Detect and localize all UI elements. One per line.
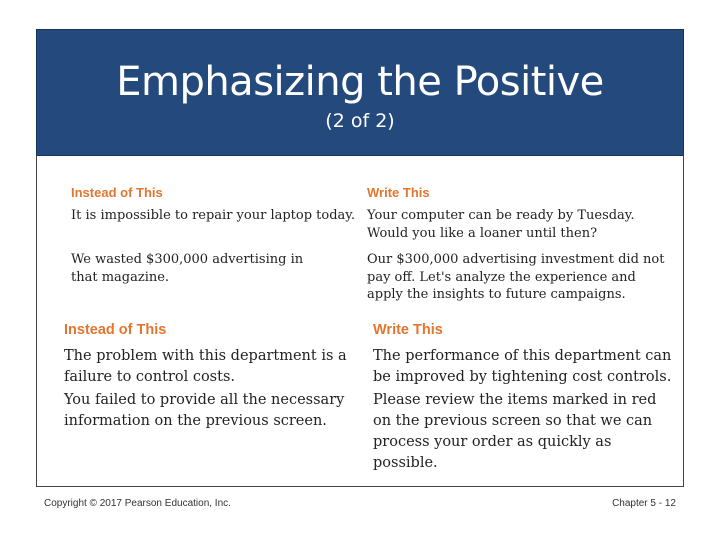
bottom-row1-write: The performance of this department can be improved by tightening cost controls. xyxy=(373,348,672,385)
top-row2-write: Our $300,000 advertising investment did not pay off. Let's analyze the experience and apply the insights to future campaigns. xyxy=(367,252,665,302)
footer-copyright: Copyright © 2017 Pearson Education, Inc. xyxy=(44,498,231,509)
top-header-instead: Instead of This xyxy=(71,185,163,200)
table-divider xyxy=(48,314,672,318)
top-row1-write: Your computer can be ready by Tuesday. Would you like a loaner until then? xyxy=(367,208,635,241)
bottom-header-instead: Instead of This xyxy=(64,322,167,338)
slide-title: Emphasizing the Positive xyxy=(116,59,604,105)
footer-page-number: Chapter 5 - 12 xyxy=(612,498,676,509)
bottom-row2-instead: You failed to provide all the necessary information on the previous screen. xyxy=(64,392,345,429)
top-row1-instead: It is impossible to repair your laptop today. xyxy=(71,208,356,223)
bottom-row2-write: Please review the items marked in red on the previous screen so that we can process your order as quickly as possible. xyxy=(373,392,657,471)
bottom-row1-instead: The problem with this department is a failure to control costs. xyxy=(64,348,347,385)
slide-header xyxy=(36,29,684,156)
top-header-write: Write This xyxy=(367,185,430,200)
slide-subtitle: (2 of 2) xyxy=(325,110,395,132)
top-row2-instead: We wasted $300,000 advertising in that magazine. xyxy=(71,252,304,285)
bottom-header-write: Write This xyxy=(373,322,443,338)
